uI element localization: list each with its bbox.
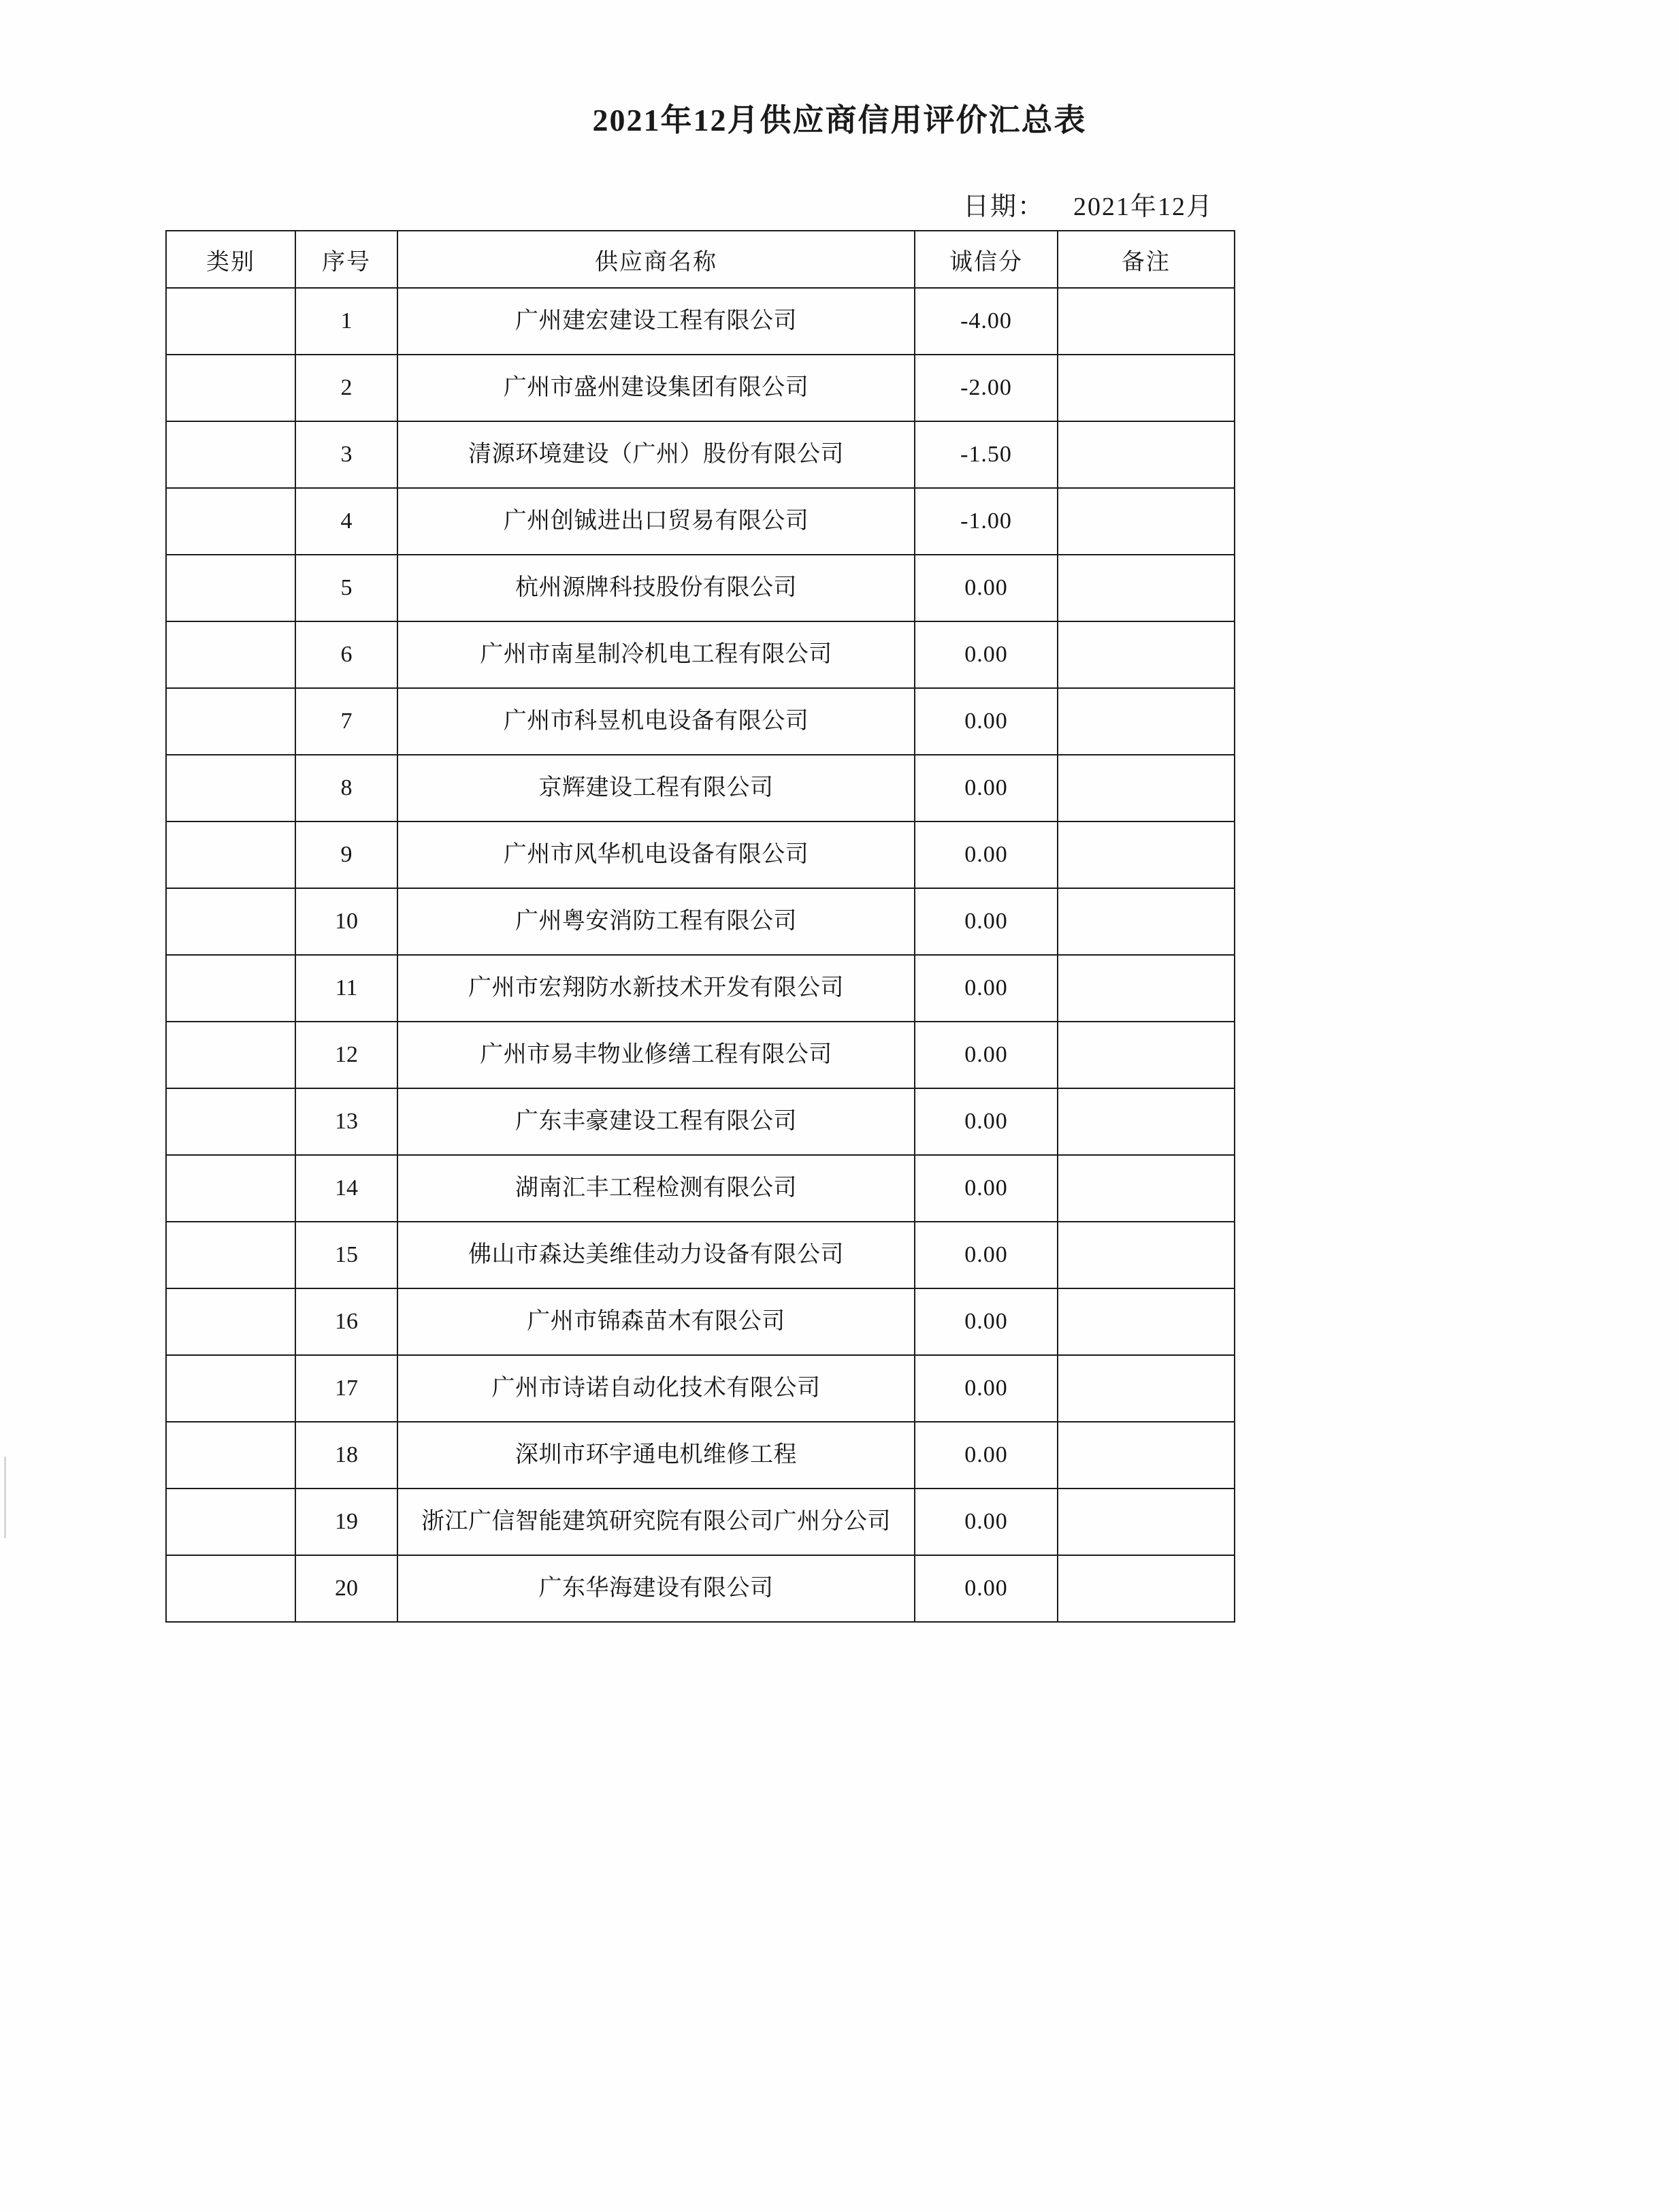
cell-category — [166, 688, 295, 755]
cell-supplier-name: 佛山市森达美维佳动力设备有限公司 — [397, 1222, 915, 1288]
cell-score: 0.00 — [915, 822, 1058, 888]
cell-index: 13 — [295, 1088, 397, 1155]
cell-index: 14 — [295, 1155, 397, 1222]
table-row — [166, 1355, 1235, 1422]
column-header-supplier: 供应商名称 — [397, 231, 915, 288]
cell-note — [1058, 1555, 1235, 1622]
cell-category — [166, 955, 295, 1022]
date-value: 2021年12月 — [1073, 193, 1214, 221]
cell-note — [1058, 355, 1235, 421]
cell-index: 19 — [295, 1489, 397, 1555]
cell-index: 4 — [295, 488, 397, 555]
cell-index: 1 — [295, 288, 397, 355]
table-row — [166, 555, 1235, 621]
table-row — [166, 1489, 1235, 1555]
table-row — [166, 621, 1235, 688]
cell-score: 0.00 — [915, 955, 1058, 1022]
table-row — [166, 955, 1235, 1022]
cell-supplier-name: 广州市诗诺自动化技术有限公司 — [397, 1355, 915, 1422]
cell-supplier-name: 广州市盛州建设集团有限公司 — [397, 355, 915, 421]
cell-score: 0.00 — [915, 1222, 1058, 1288]
column-header-index: 序号 — [295, 231, 397, 288]
cell-score: 0.00 — [915, 1088, 1058, 1155]
cell-score: -2.00 — [915, 355, 1058, 421]
cell-score: 0.00 — [915, 688, 1058, 755]
cell-index: 8 — [295, 755, 397, 822]
cell-category — [166, 1489, 295, 1555]
cell-supplier-name: 广州创铖进出口贸易有限公司 — [397, 488, 915, 555]
cell-score: -1.00 — [915, 488, 1058, 555]
cell-score: 0.00 — [915, 1288, 1058, 1355]
cell-index: 15 — [295, 1222, 397, 1288]
cell-index: 11 — [295, 955, 397, 1022]
cell-supplier-name: 广州市风华机电设备有限公司 — [397, 822, 915, 888]
cell-note — [1058, 1288, 1235, 1355]
cell-index: 7 — [295, 688, 397, 755]
cell-score: 0.00 — [915, 621, 1058, 688]
cell-supplier-name: 广州市科昱机电设备有限公司 — [397, 688, 915, 755]
cell-note — [1058, 822, 1235, 888]
cell-note — [1058, 288, 1235, 355]
cell-category — [166, 1222, 295, 1288]
supplier-credit-table — [165, 230, 1235, 1623]
table-body — [166, 288, 1235, 1622]
cell-note — [1058, 1088, 1235, 1155]
cell-category — [166, 421, 295, 488]
page-title: 2021年12月供应商信用评价汇总表 — [592, 103, 1087, 137]
table-row — [166, 755, 1235, 822]
cell-index: 18 — [295, 1422, 397, 1489]
cell-supplier-name: 杭州源牌科技股份有限公司 — [397, 555, 915, 621]
cell-index: 10 — [295, 888, 397, 955]
table-row — [166, 1155, 1235, 1222]
cell-supplier-name: 广州粤安消防工程有限公司 — [397, 888, 915, 955]
cell-category — [166, 1555, 295, 1622]
cell-supplier-name: 京辉建设工程有限公司 — [397, 755, 915, 822]
cell-score: 0.00 — [915, 1022, 1058, 1088]
page-edge-mark — [4, 1457, 6, 1538]
cell-supplier-name: 广东丰豪建设工程有限公司 — [397, 1088, 915, 1155]
table-header — [166, 231, 1235, 288]
cell-note — [1058, 688, 1235, 755]
cell-score: -1.50 — [915, 421, 1058, 488]
date-label: 日期： — [963, 193, 1045, 221]
cell-supplier-name: 广州市易丰物业修缮工程有限公司 — [397, 1022, 915, 1088]
cell-category — [166, 1022, 295, 1088]
cell-note — [1058, 1422, 1235, 1489]
table-header-row — [166, 231, 1235, 288]
table-row — [166, 1422, 1235, 1489]
table-row — [166, 288, 1235, 355]
column-header-score: 诚信分 — [915, 231, 1058, 288]
cell-score: -4.00 — [915, 288, 1058, 355]
cell-note — [1058, 755, 1235, 822]
column-header-category: 类别 — [166, 231, 295, 288]
cell-category — [166, 1155, 295, 1222]
table-row — [166, 1555, 1235, 1622]
cell-supplier-name: 广东华海建设有限公司 — [397, 1555, 915, 1622]
cell-score: 0.00 — [915, 1489, 1058, 1555]
table-row — [166, 888, 1235, 955]
cell-score: 0.00 — [915, 1555, 1058, 1622]
table-row — [166, 355, 1235, 421]
cell-category — [166, 755, 295, 822]
cell-score: 0.00 — [915, 555, 1058, 621]
cell-score: 0.00 — [915, 888, 1058, 955]
cell-note — [1058, 888, 1235, 955]
table-row — [166, 488, 1235, 555]
cell-score: 0.00 — [915, 1422, 1058, 1489]
cell-note — [1058, 1222, 1235, 1288]
cell-supplier-name: 清源环境建设（广州）股份有限公司 — [397, 421, 915, 488]
cell-category — [166, 1422, 295, 1489]
cell-index: 20 — [295, 1555, 397, 1622]
table-row — [166, 421, 1235, 488]
table-row — [166, 1088, 1235, 1155]
cell-category — [166, 488, 295, 555]
column-header-note: 备注 — [1058, 231, 1235, 288]
cell-note — [1058, 555, 1235, 621]
cell-category — [166, 888, 295, 955]
cell-index: 5 — [295, 555, 397, 621]
cell-note — [1058, 1022, 1235, 1088]
cell-note — [1058, 1155, 1235, 1222]
cell-note — [1058, 421, 1235, 488]
cell-category — [166, 555, 295, 621]
cell-note — [1058, 1489, 1235, 1555]
cell-index: 12 — [295, 1022, 397, 1088]
cell-category — [166, 355, 295, 421]
cell-score: 0.00 — [915, 1155, 1058, 1222]
cell-index: 9 — [295, 822, 397, 888]
table-row — [166, 1288, 1235, 1355]
cell-supplier-name: 广州建宏建设工程有限公司 — [397, 288, 915, 355]
cell-note — [1058, 955, 1235, 1022]
table-row — [166, 822, 1235, 888]
cell-note — [1058, 488, 1235, 555]
cell-index: 2 — [295, 355, 397, 421]
cell-category — [166, 288, 295, 355]
date-line — [963, 185, 1213, 223]
table-row — [166, 688, 1235, 755]
cell-index: 16 — [295, 1288, 397, 1355]
cell-category — [166, 1355, 295, 1422]
cell-score: 0.00 — [915, 1355, 1058, 1422]
cell-supplier-name: 浙江广信智能建筑研究院有限公司广州分公司 — [397, 1489, 915, 1555]
cell-index: 6 — [295, 621, 397, 688]
cell-score: 0.00 — [915, 755, 1058, 822]
cell-index: 17 — [295, 1355, 397, 1422]
cell-supplier-name: 广州市锦森苗木有限公司 — [397, 1288, 915, 1355]
cell-category — [166, 621, 295, 688]
cell-note — [1058, 1355, 1235, 1422]
cell-category — [166, 822, 295, 888]
cell-note — [1058, 621, 1235, 688]
table-row — [166, 1022, 1235, 1088]
cell-index: 3 — [295, 421, 397, 488]
cell-category — [166, 1088, 295, 1155]
cell-supplier-name: 广州市南星制冷机电工程有限公司 — [397, 621, 915, 688]
cell-supplier-name: 广州市宏翔防水新技术开发有限公司 — [397, 955, 915, 1022]
cell-category — [166, 1288, 295, 1355]
cell-supplier-name: 深圳市环宇通电机维修工程 — [397, 1422, 915, 1489]
table-row — [166, 1222, 1235, 1288]
cell-supplier-name: 湖南汇丰工程检测有限公司 — [397, 1155, 915, 1222]
